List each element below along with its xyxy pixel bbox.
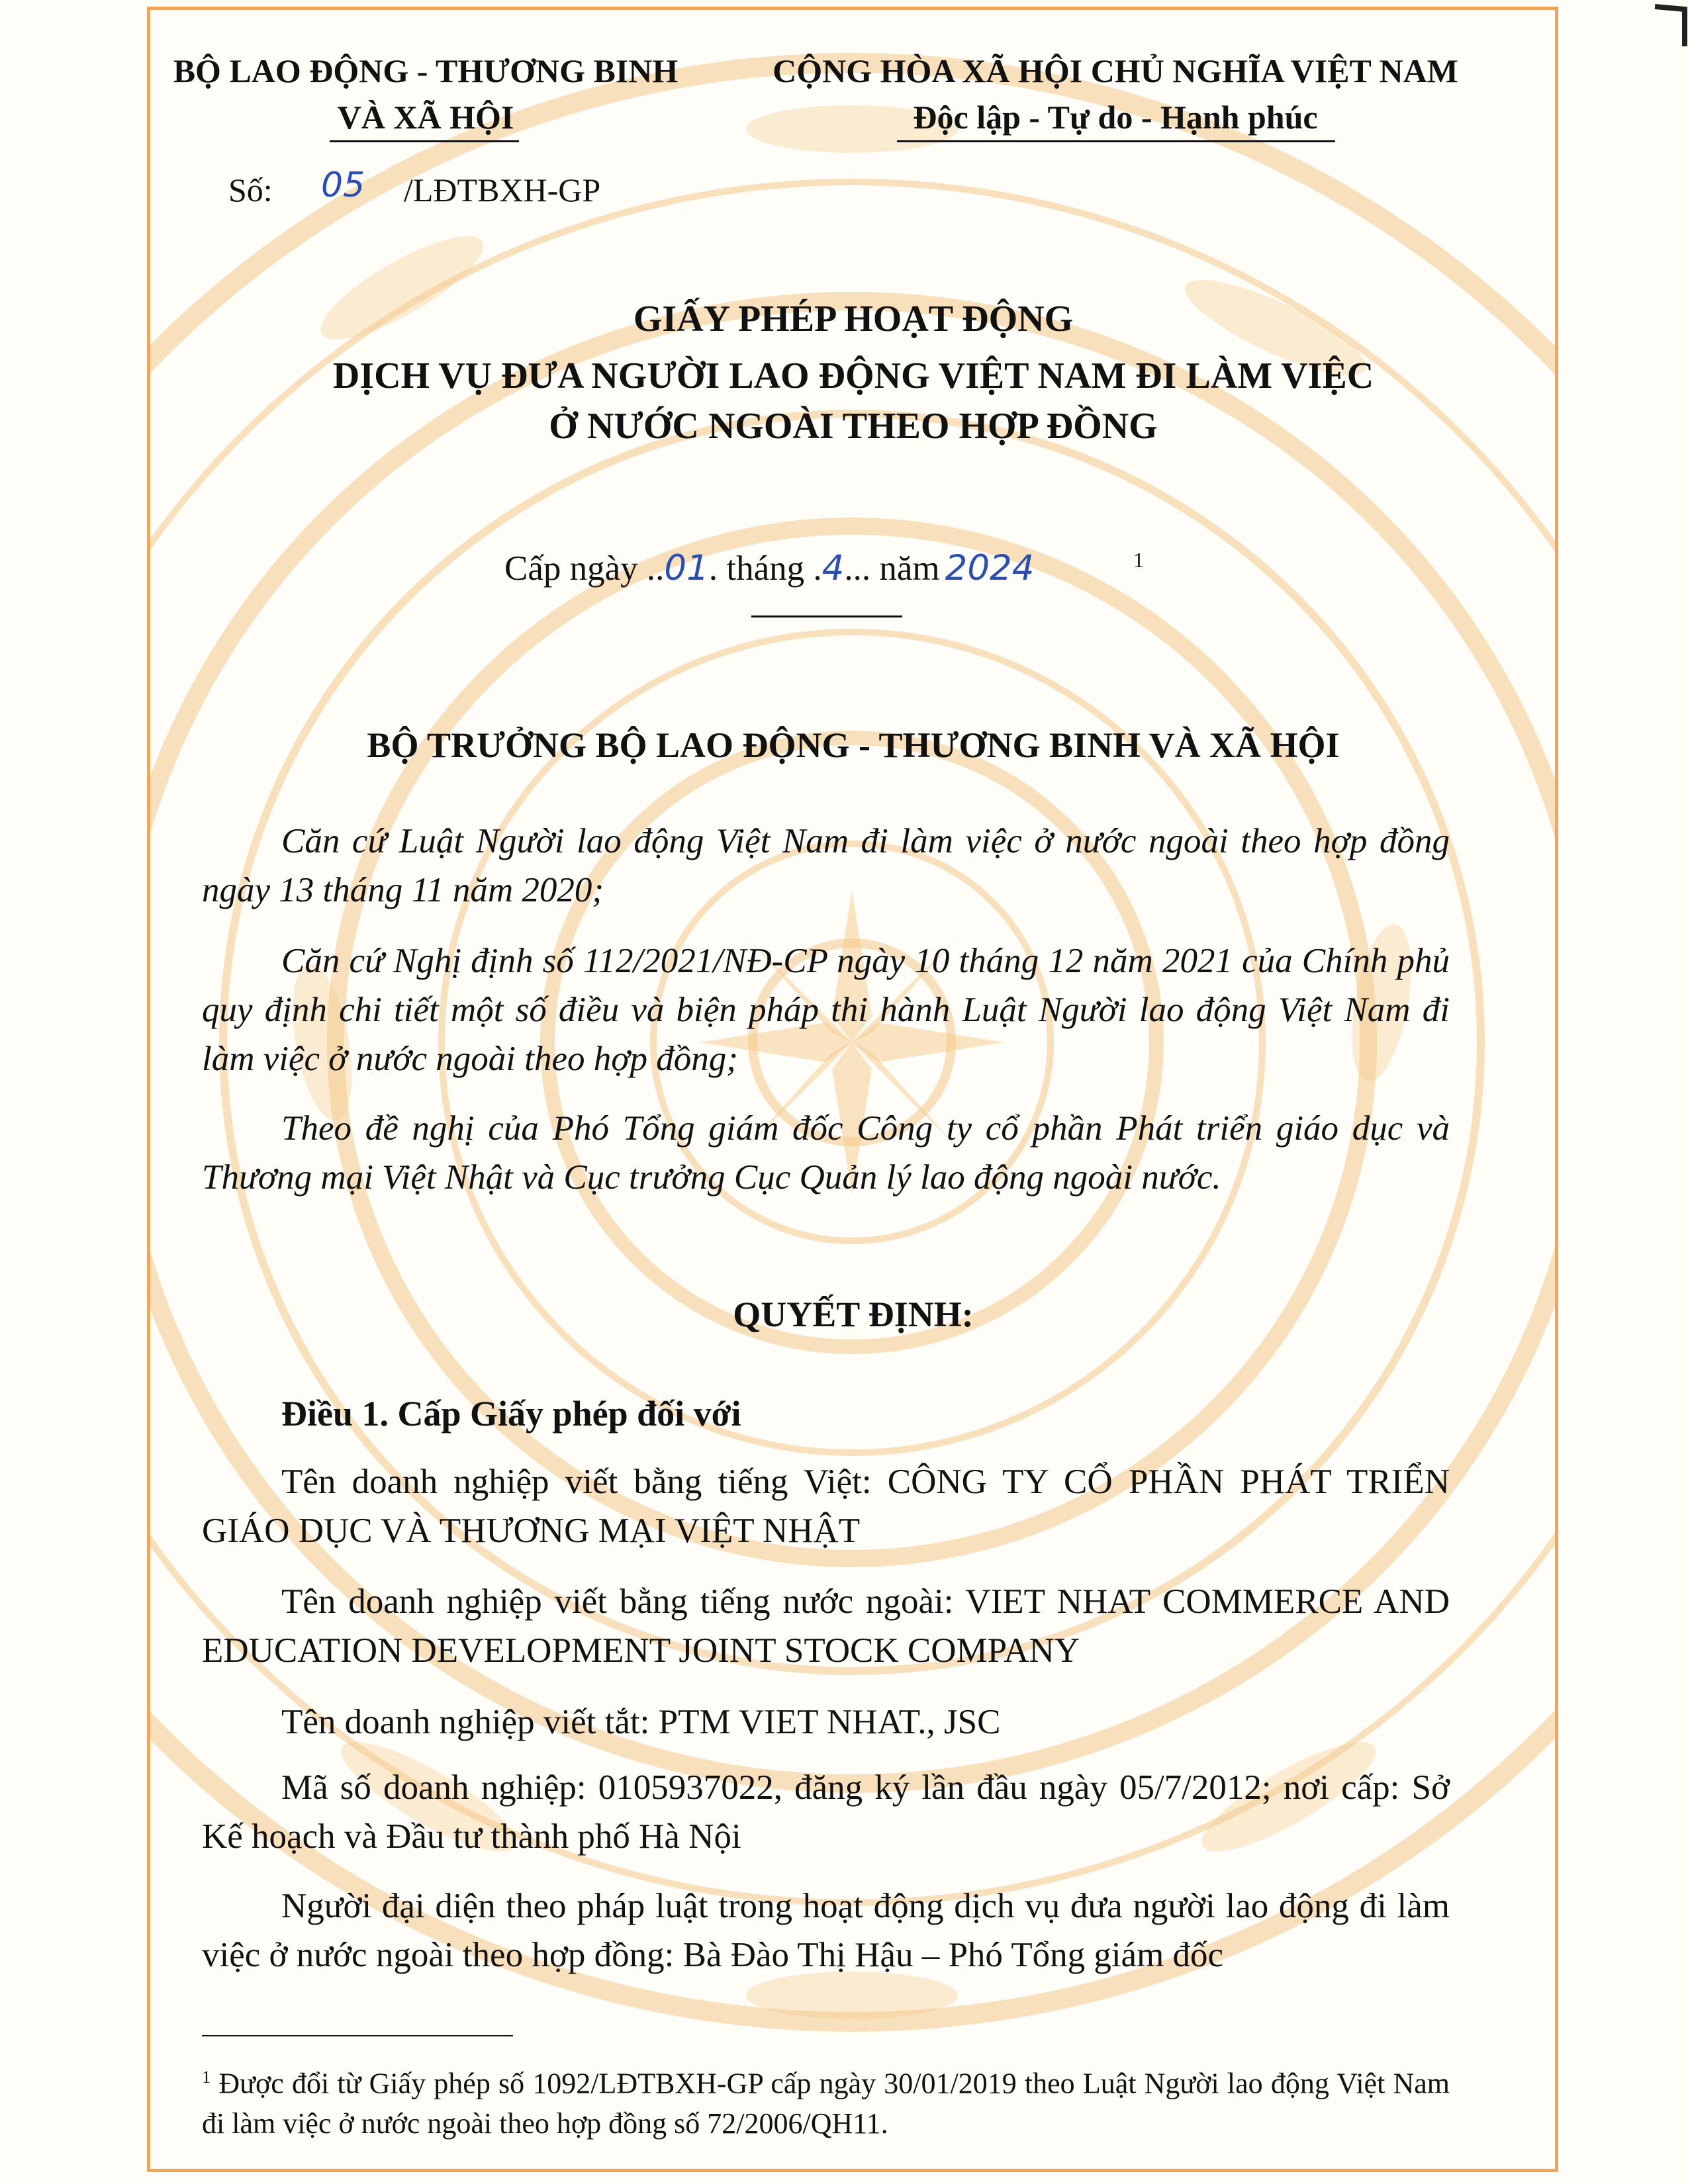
date-underline bbox=[751, 615, 902, 617]
legal-representative: Người đại diện theo pháp luật trong hoạt động dịch vụ đưa người lao động đi làm việc ở nước ngoài theo hợp đồng: Bà Đào Thị Hậu – Phó Tổng giám đốc bbox=[202, 1887, 1450, 1974]
decision-heading: QUYẾT ĐỊNH: bbox=[733, 1295, 974, 1334]
footnote-separator bbox=[202, 2035, 513, 2036]
footnote bbox=[202, 2057, 1450, 2144]
legal-basis-2: Căn cứ Nghị định số 112/2021/NĐ-CP ngày 10 tháng 12 năm 2021 của Chính phủ quy định chi tiết một số điều và biện pháp thi hành Luật Người lao động Việt Nam đi làm việc ở nước ngoài theo hợp đồng; bbox=[202, 942, 1450, 1078]
issue-month-handwritten: 4 bbox=[821, 548, 845, 588]
ministry-name-line2: VÀ XÃ HỘI bbox=[337, 99, 514, 136]
motto-underline bbox=[897, 140, 1335, 142]
enterprise-name-foreign: Tên doanh nghiệp viết bằng tiếng nước ngoài: VIET NHAT COMMERCE AND EDUCATION DEVELOPMENT JOINT STOCK COMPANY bbox=[202, 1582, 1450, 1670]
ministry-name-line1: BỘ LAO ĐỘNG - THƯƠNG BINH bbox=[173, 52, 679, 89]
issue-date-footnote-ref: 1 bbox=[1133, 548, 1144, 572]
document-number-label: Số: bbox=[228, 171, 273, 208]
enterprise-name-vietnamese: Tên doanh nghiệp viết bằng tiếng Việt: CÔNG TY CỔ PHẦN PHÁT TRIỂN GIÁO DỤC VÀ THƯƠNG MẠI VIỆT NHẬT bbox=[202, 1463, 1450, 1550]
document-number-handwritten: 05 bbox=[321, 165, 365, 205]
legal-basis-1: Căn cứ Luật Người lao động Việt Nam đi làm việc ở nước ngoài theo hợp đồng ngày 13 tháng 11 năm 2020; bbox=[202, 822, 1450, 909]
issue-date bbox=[504, 548, 1034, 588]
ministry-underline bbox=[330, 140, 519, 142]
issue-year-label: ... năm bbox=[844, 549, 940, 588]
issue-day-handwritten: 01 bbox=[664, 548, 709, 588]
footnote-mark: 1 bbox=[202, 2067, 211, 2087]
scan-edge-mark bbox=[1648, 0, 1688, 53]
licence-title-line2: DỊCH VỤ ĐƯA NGƯỜI LAO ĐỘNG VIỆT NAM ĐI LÀM VIỆC bbox=[332, 355, 1374, 396]
footnote-text: Được đổi từ Giấy phép số 1092/LĐTBXH-GP cấp ngày 30/01/2019 theo Luật Người lao động Việt Nam đi làm việc ở nước ngoài theo hợp đồng số 72/2006/QH11. bbox=[202, 2067, 1450, 2140]
enterprise-code: Mã số doanh nghiệp: 0105937022, đăng ký lần đầu ngày 05/7/2012; nơi cấp: Sở Kế hoạch và Đầu tư thành phố Hà Nội bbox=[202, 1768, 1450, 1856]
legal-basis-3: Theo đề nghị của Phó Tổng giám đốc Công ty cổ phần Phát triển giáo dục và Thương mại Việt Nhật và Cục trưởng Cục Quản lý lao động ngoài nước. bbox=[202, 1109, 1450, 1197]
national-motto: Độc lập - Tự do - Hạnh phúc bbox=[913, 99, 1318, 136]
issuing-authority: BỘ TRƯỞNG BỘ LAO ĐỘNG - THƯƠNG BINH VÀ XÃ HỘI bbox=[367, 725, 1340, 765]
licence-title-line3: Ở NƯỚC NGOÀI THEO HỢP ĐỒNG bbox=[549, 406, 1158, 447]
issue-date-prefix: Cấp ngày .. bbox=[504, 549, 665, 588]
enterprise-name-abbreviation: Tên doanh nghiệp viết tắt: PTM VIET NHAT., JSC bbox=[281, 1703, 1001, 1741]
article1-heading: Điều 1. Cấp Giấy phép đối với bbox=[281, 1394, 741, 1433]
republic-name: CỘNG HÒA XÃ HỘI CHỦ NGHĨA VIỆT NAM bbox=[773, 52, 1458, 89]
issue-month-label: . tháng . bbox=[708, 549, 822, 588]
issue-year-handwritten: 2024 bbox=[945, 548, 1035, 588]
document-number-suffix: /LĐTBXH-GP bbox=[404, 171, 601, 208]
licence-title-line1: GIẤY PHÉP HOẠT ĐỘNG bbox=[633, 298, 1074, 340]
